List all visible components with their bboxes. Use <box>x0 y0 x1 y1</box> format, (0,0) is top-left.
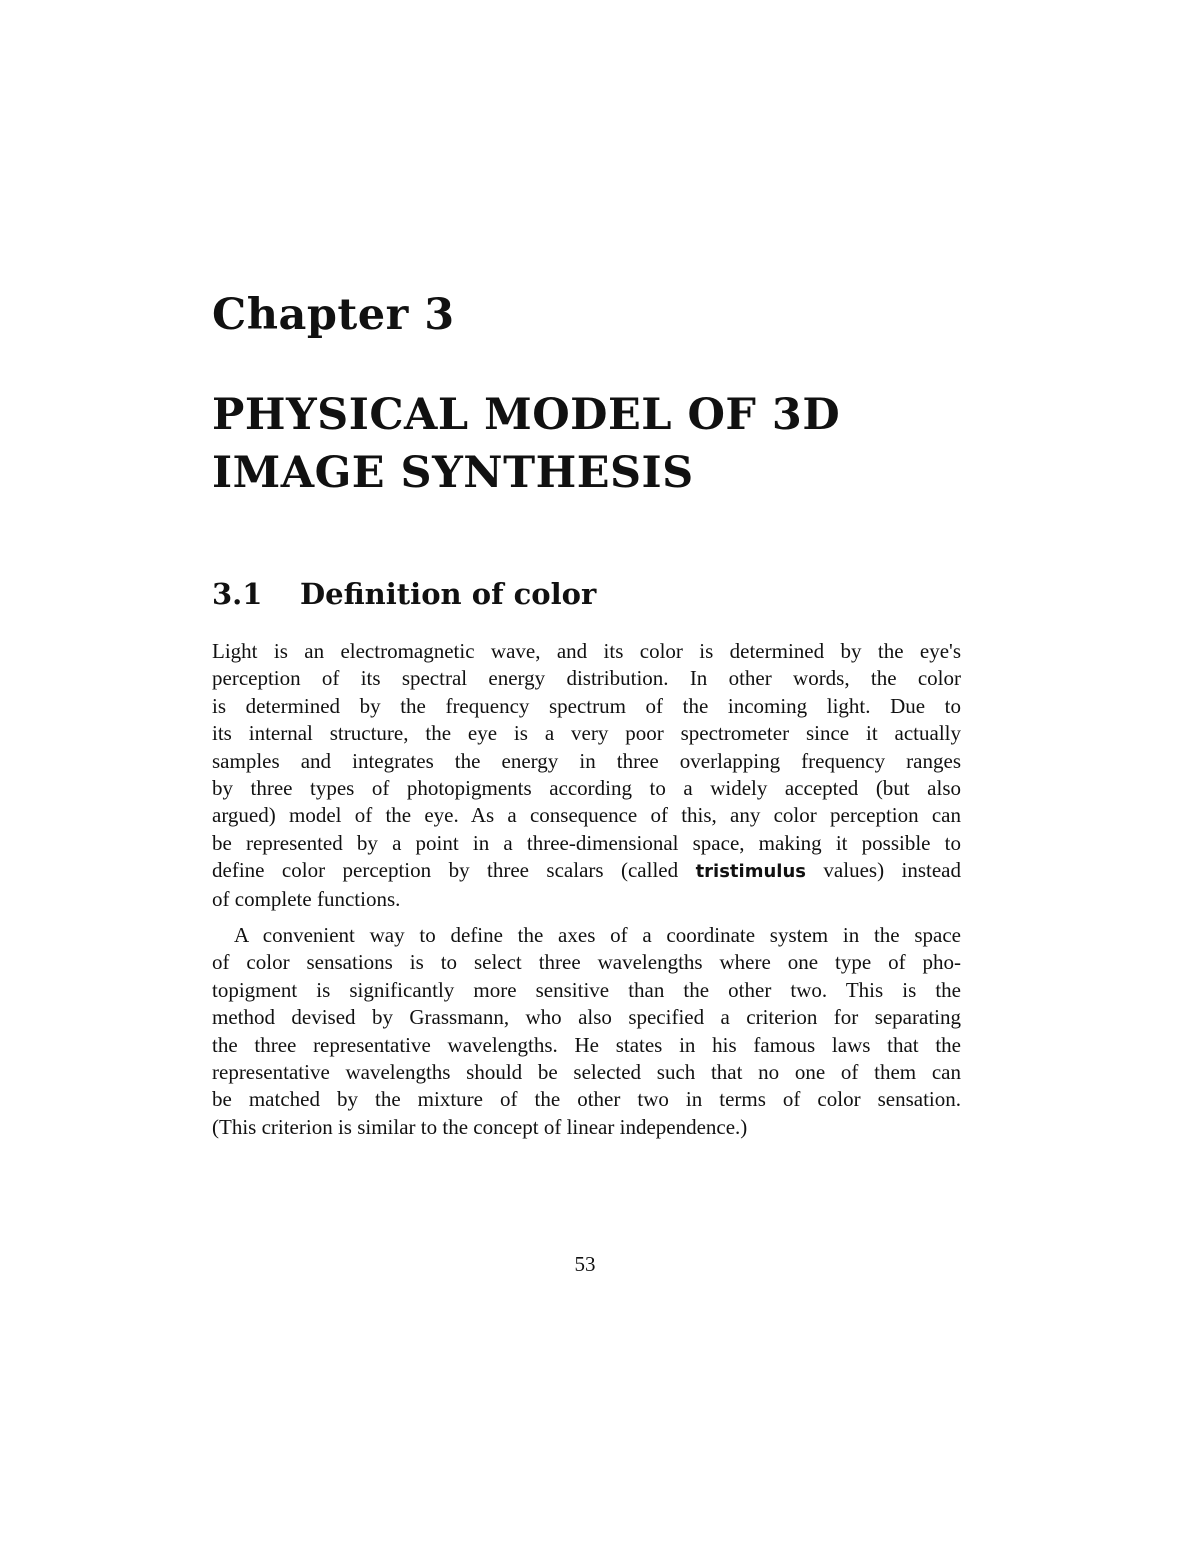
text-line: samples and integrates the energy in three overlapping frequency ranges <box>212 748 961 773</box>
text-line <box>212 857 961 885</box>
text-line: be matched by the mixture of the other two in terms of color sensation. <box>212 1087 961 1112</box>
body-paragraph <box>212 922 961 1141</box>
section-title: Definition of color <box>300 577 597 611</box>
body-paragraph <box>212 638 961 913</box>
key-term: tristimulus <box>695 861 806 883</box>
text-line: of color sensations is to select three wavelengths where one type of pho- <box>212 950 961 975</box>
text-line: Light is an electromagnetic wave, and its color is determined by the eye's <box>212 639 961 663</box>
page-number: 53 <box>574 1252 596 1276</box>
text-line: perception of its spectral energy distribution. In other words, the color <box>212 666 961 691</box>
chapter-title-line: PHYSICAL MODEL OF 3D <box>212 390 841 440</box>
chapter-title-line: IMAGE SYNTHESIS <box>212 448 694 498</box>
text-line: its internal structure, the eye is a very poor spectrometer since it actually <box>212 721 961 746</box>
text-line: method devised by Grassmann, who also specified a criterion for separating <box>212 1005 961 1030</box>
chapter-title <box>212 386 992 502</box>
text-segment: values) instead <box>805 858 961 883</box>
text-line: representative wavelengths should be selected such that no one of them can <box>212 1060 961 1085</box>
chapter-label: Chapter 3 <box>212 290 455 340</box>
text-segment: define color perception by three scalars (called <box>212 858 696 883</box>
text-line: argued) model of the eye. As a consequence of this, any color perception can <box>212 803 961 828</box>
text-line: topigment is significantly more sensitive than the other two. This is the <box>212 977 961 1002</box>
text-line: be represented by a point in a three-dimensional space, making it possible to <box>212 830 961 855</box>
text-line: A convenient way to define the axes of a coordinate system in the space <box>234 923 961 947</box>
section-heading <box>212 574 596 614</box>
text-line: by three types of photopigments according to a widely accepted (but also <box>212 776 961 801</box>
section-number: 3.1 <box>212 577 263 611</box>
text-line: the three representative wavelengths. He states in his famous laws that the <box>212 1032 961 1057</box>
text-line: is determined by the frequency spectrum of the incoming light. Due to <box>212 693 961 718</box>
text-line: of complete functions. <box>212 886 401 911</box>
text-line: (This criterion is similar to the concept of linear independence.) <box>212 1114 748 1139</box>
